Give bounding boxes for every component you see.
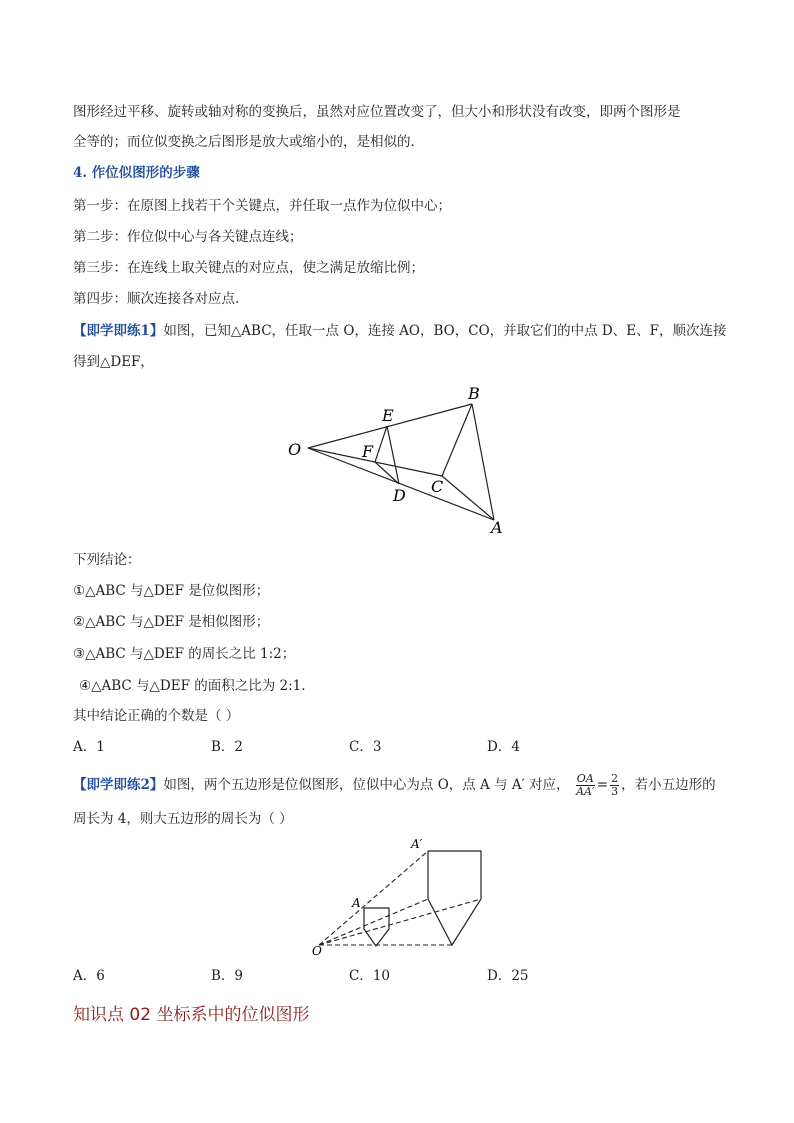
ratio-fraction <box>576 773 595 798</box>
exercise-1-tag: 【即学即练1】 <box>73 323 164 339</box>
intro-line-2: 全等的；而位似变换之后图形是放大或缩小的，是相似的. <box>73 134 415 150</box>
label-D: D <box>393 486 406 505</box>
label-O: O <box>288 440 302 459</box>
exercise-2-line-1 <box>73 773 716 798</box>
exercise-2-text-2: 周长为 4，则大五边形的周长为（ ） <box>73 811 293 827</box>
section-4-title: 4. 作位似图形的步骤 <box>73 165 200 181</box>
ratio-denominator: AA′ <box>576 785 595 798</box>
ex2-option-b[interactable]: B．9 <box>211 968 244 984</box>
step-2: 第二步：作位似中心与各关键点连线； <box>73 229 303 245</box>
ex1-option-d[interactable]: D．4 <box>487 739 520 755</box>
ex2-option-c[interactable]: C．10 <box>349 968 391 984</box>
similar-triangles-figure <box>280 380 520 540</box>
label-A-small: A <box>352 896 361 910</box>
label-A: A <box>491 518 503 537</box>
ex1-option-b[interactable]: B．2 <box>211 739 244 755</box>
knowledge-point-02-heading: 知识点 02 坐标系中的位似图形 <box>73 1005 310 1025</box>
ratio-numerator: OA <box>576 772 594 785</box>
exercise-1-question: 其中结论正确的个数是（ ） <box>73 708 240 724</box>
conclusion-3: ③△ABC 与△DEF 的周长之比 1:2； <box>73 646 296 662</box>
similar-pentagons-figure <box>305 830 505 960</box>
step-1: 第一步：在原图上找若干个关键点，并任取一点作为位似中心； <box>73 198 451 214</box>
label-C: C <box>431 477 444 496</box>
conclusion-1: ①△ABC 与△DEF 是位似图形； <box>73 583 270 599</box>
step-3: 第三步：在连线上取关键点的对应点，使之满足放缩比例； <box>73 260 424 276</box>
value-fraction <box>610 773 619 798</box>
conclusion-2: ②△ABC 与△DEF 是相似图形； <box>73 614 270 630</box>
equals-sign: = <box>596 777 609 793</box>
exercise-1-line-1 <box>73 321 726 341</box>
label-F: F <box>362 442 374 461</box>
label-A-prime: A′ <box>411 837 423 851</box>
value-denominator: 3 <box>611 785 619 798</box>
exercise-1-text-1: 如图，已知△ABC，任取一点 O，连接 AO，BO，CO，并取它们的中点 D、E、F，顺次连接 <box>163 323 727 339</box>
label-E: E <box>382 406 394 425</box>
value-numerator: 2 <box>611 772 619 785</box>
label-O-center: O <box>312 944 322 958</box>
exercise-2-text-1b: ，若小五边形的 <box>621 777 716 793</box>
label-B: B <box>468 384 480 403</box>
ex1-option-c[interactable]: C．3 <box>349 739 382 755</box>
conclusion-4: ④△ABC 与△DEF 的面积之比为 2:1. <box>79 678 306 694</box>
exercise-2-text-1a: 如图，两个五边形是位似图形，位似中心为点 O，点 A 与 A′ 对应， <box>163 777 570 793</box>
ex1-option-a[interactable]: A．1 <box>73 739 105 755</box>
ex2-option-d[interactable]: D．25 <box>487 968 529 984</box>
exercise-2-tag: 【即学即练2】 <box>73 777 164 793</box>
conclusions-title: 下列结论： <box>73 552 141 568</box>
exercise-1-text-2: 得到△DEF， <box>73 354 154 370</box>
ex2-option-a[interactable]: A．6 <box>73 968 105 984</box>
step-4: 第四步：顺次连接各对应点. <box>73 291 240 307</box>
intro-line-1: 图形经过平移、旋转或轴对称的变换后，虽然对应位置改变了，但大小和形状没有改变，即两个图形是 <box>73 104 681 120</box>
